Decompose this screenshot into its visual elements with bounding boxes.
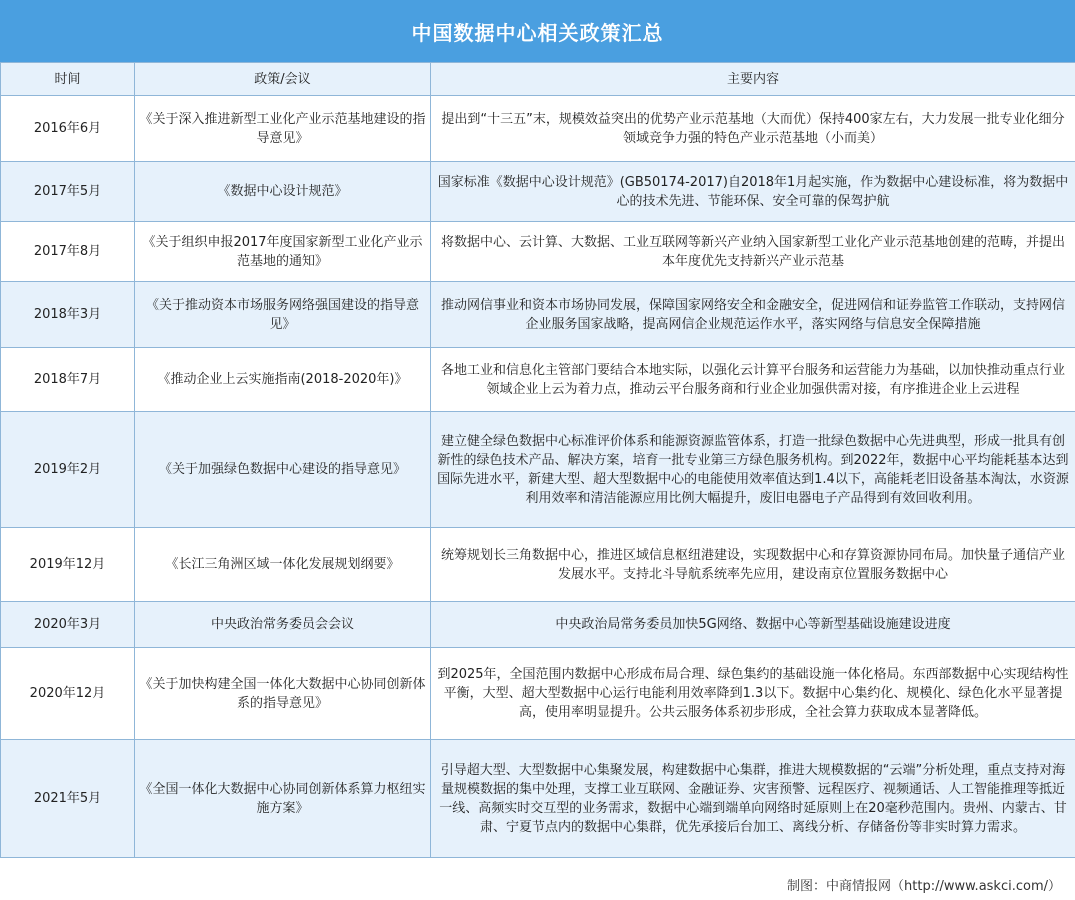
table-row [1, 528, 1075, 602]
cell-content: 推动网信事业和资本市场协同发展，保障国家网络安全和金融安全，促进网信和证券监管工作联动，支持网信企业服务国家战略，提高网信企业规范运作水平，落实网络与信息安全保障措施 [431, 282, 1075, 348]
cell-content: 各地工业和信息化主管部门要结合本地实际，以强化云计算平台服务和运营能力为基础，以加快推动重点行业领域企业上云为着力点，推动云平台服务商和行业企业加强供需对接，有序推进企业上云进程 [431, 348, 1075, 412]
table-row [1, 282, 1075, 348]
cell-time: 2018年7月 [1, 348, 135, 412]
table-title: 中国数据中心相关政策汇总 [0, 0, 1075, 62]
cell-time: 2018年3月 [1, 282, 135, 348]
cell-policy: 《关于推动资本市场服务网络强国建设的指导意见》 [135, 282, 431, 348]
cell-content: 提出到“十三五”末，规模效益突出的优势产业示范基地（大而优）保持400家左右，大力发展一批专业化细分领域竞争力强的特色产业示范基地（小而美） [431, 96, 1075, 162]
cell-content: 国家标准《数据中心设计规范》(GB50174-2017)自2018年1月起实施，作为数据中心建设标准，将为数据中心的技术先进、节能环保、安全可靠的保驾护航 [431, 162, 1075, 222]
table-row [1, 740, 1075, 858]
header-content: 主要内容 [431, 63, 1075, 96]
cell-policy: 《关于深入推进新型工业化产业示范基地建设的指导意见》 [135, 96, 431, 162]
cell-time: 2019年2月 [1, 412, 135, 528]
cell-content: 将数据中心、云计算、大数据、工业互联网等新兴产业纳入国家新型工业化产业示范基地创建的范畴，并提出本年度优先支持新兴产业示范基 [431, 222, 1075, 282]
cell-time: 2016年6月 [1, 96, 135, 162]
table-row [1, 348, 1075, 412]
table-row [1, 96, 1075, 162]
cell-content: 统筹规划长三角数据中心，推进区域信息枢纽港建设，实现数据中心和存算资源协同布局。加快量子通信产业发展水平。支持北斗导航系统率先应用，建设南京位置服务数据中心 [431, 528, 1075, 602]
cell-policy: 《长江三角洲区域一体化发展规划纲要》 [135, 528, 431, 602]
table-row [1, 162, 1075, 222]
cell-time: 2020年12月 [1, 648, 135, 740]
table-row [1, 222, 1075, 282]
cell-policy: 《关于加强绿色数据中心建设的指导意见》 [135, 412, 431, 528]
cell-content: 建立健全绿色数据中心标准评价体系和能源资源监管体系，打造一批绿色数据中心先进典型，形成一批具有创新性的绿色技术产品、解决方案，培育一批专业第三方绿色服务机构。到2022年，数据中心平均能耗基本达到国际先进水平，新建大型、超大型数据中心的电能使用效率值达到1.4以下，高能耗老旧设备基本淘汰，水资源利用效率和清洁能源应用比例大幅提升，废旧电器电子产品得到有效回收利用。 [431, 412, 1075, 528]
cell-time: 2020年3月 [1, 602, 135, 648]
cell-content: 到2025年，全国范围内数据中心形成布局合理、绿色集约的基础设施一体化格局。东西部数据中心实现结构性平衡，大型、超大型数据中心运行电能利用效率降到1.3以下。数据中心集约化、规模化、绿色化水平显著提高，使用率明显提升。公共云服务体系初步形成，全社会算力获取成本显著降低。 [431, 648, 1075, 740]
cell-content: 中央政治局常务委员加快5G网络、数据中心等新型基础设施建设进度 [431, 602, 1075, 648]
table-row [1, 648, 1075, 740]
cell-time: 2017年5月 [1, 162, 135, 222]
cell-time: 2021年5月 [1, 740, 135, 858]
table-row [1, 412, 1075, 528]
cell-policy: 《关于加快构建全国一体化大数据中心协同创新体系的指导意见》 [135, 648, 431, 740]
cell-content: 引导超大型、大型数据中心集聚发展，构建数据中心集群，推进大规模数据的“云端”分析处理，重点支持对海量规模数据的集中处理，支撑工业互联网、金融证券、灾害预警、远程医疗、视频通话、人工智能推理等抵近一线、高频实时交互型的业务需求，数据中心端到端单向网络时延原则上在20毫秒范围内。贵州、内蒙古、甘肃、宁夏节点内的数据中心集群，优先承接后台加工、离线分析、存储备份等非实时算力需求。 [431, 740, 1075, 858]
cell-policy: 《关于组织申报2017年度国家新型工业化产业示范基地的通知》 [135, 222, 431, 282]
policy-table [0, 62, 1075, 858]
cell-policy: 《全国一体化大数据中心协同创新体系算力枢纽实施方案》 [135, 740, 431, 858]
cell-policy: 《数据中心设计规范》 [135, 162, 431, 222]
table-header-row [1, 63, 1075, 96]
cell-policy: 《推动企业上云实施指南(2018-2020年)》 [135, 348, 431, 412]
header-policy: 政策/会议 [135, 63, 431, 96]
table-row [1, 602, 1075, 648]
cell-time: 2019年12月 [1, 528, 135, 602]
source-credit: 制图：中商情报网（http://www.askci.com/） [787, 879, 1061, 894]
cell-time: 2017年8月 [1, 222, 135, 282]
header-time: 时间 [1, 63, 135, 96]
cell-policy: 中央政治常务委员会会议 [135, 602, 431, 648]
